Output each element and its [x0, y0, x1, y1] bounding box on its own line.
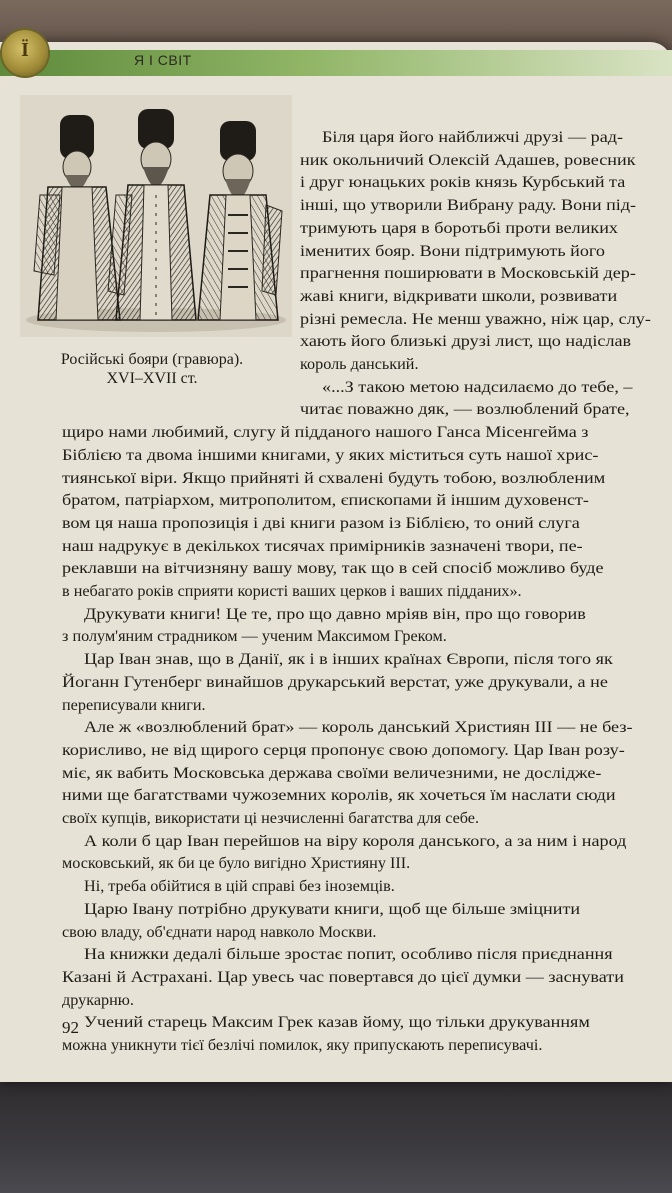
engraving-illustration — [20, 95, 292, 337]
text-line: хають його близькі друзі лист, що надіслав — [300, 332, 632, 351]
text-line: міє, як вабить Московська держава своїми величезними, не дослідже- — [62, 763, 602, 782]
text-line: друкарню. — [62, 990, 134, 1009]
background-bottom — [0, 1075, 672, 1193]
text-line: іменитих бояр. Вони підтримують його — [300, 241, 605, 260]
text-line: корисливо, не від щирого серця пропонує свою допомогу. Цар Іван розу- — [62, 740, 625, 759]
text-line: Цар Іван знав, що в Данії, як і в інших країнах Європи, після того як — [84, 650, 613, 669]
text-line: переписували книги. — [62, 695, 206, 714]
chapter-emblem-icon — [2, 30, 48, 76]
text-line: Біля царя його найближчі друзі — рад- — [322, 128, 624, 146]
text-line: Учений старець Максим Грек казав йому, що тільки друкуванням — [84, 1013, 590, 1032]
header-band — [0, 50, 672, 76]
text-line: різні ремесла. Не менш уважно, ніж цар, слу- — [300, 309, 651, 328]
text-line: А коли б цар Іван перейшов на віру короля данського, а за ним і народ — [84, 831, 627, 850]
text-line: свою владу, об'єднати народ навколо Москви. — [62, 922, 377, 941]
text-line: тримують царя в боротьбі проти великих — [300, 218, 619, 237]
text-line: вом ця наша пропозиція і дві книги разом із Біблією, то оний слуга — [62, 513, 580, 532]
text-line: можна уникнути тієї безлічі помилок, яку припускають переписувачі. — [62, 1036, 543, 1054]
text-line: Царю Івану потрібно друкувати книги, щоб ще більше зміцнити — [84, 899, 581, 918]
text-line: Друкувати книги! Це те, про що давно мріяв він, про що говорив — [84, 604, 586, 623]
text-line: реклавши на вітчизняну вашу мову, так що в сей спосіб можливо буде — [62, 559, 604, 578]
text-line: наш надрукує в декількох тисячах примірників зазначені твори, пе- — [62, 536, 583, 555]
text-line: тиянської віри. Якщо прийняті й схвалені будуть тобою, возлюбленим — [62, 468, 606, 487]
figure-caption — [16, 350, 288, 388]
emblem-letter: Ї — [21, 39, 29, 61]
text-line: Але ж «возлюблений брат» — король данський Християн III — не без- — [84, 718, 633, 737]
text-line: Казані й Астрахані. Цар увесь час повертався до цієї думки — заснувати — [62, 967, 624, 986]
caption-line: Російські бояри (гравюра). — [60, 351, 244, 368]
text-line: прагнення поширювати в Московській дер- — [300, 264, 636, 283]
text-line: своїх купців, використати ці незчисленні багатства для себе. — [62, 809, 480, 827]
boyars-engraving — [20, 95, 292, 337]
text-line: На книжки дедалі більше зростає попит, особливо після приєднання — [84, 945, 613, 964]
text-line: з полум'яним страдником — ученим Максимом Греком. — [62, 627, 447, 646]
text-line: і друг юнацьких років князь Курбський та — [300, 173, 626, 192]
text-line: інші, що утворили Вибрану раду. Вони під- — [300, 196, 637, 215]
text-line: читає поважно дяк, — возлюблений брате, — [300, 400, 630, 419]
text-line: Йоганн Гутенберг винайшов друкарський верстат, уже друкували, а не — [62, 672, 608, 691]
text-line: братом, патріархом, митрополитом, єпископами й іншим духовенст- — [62, 491, 589, 510]
text-line: щиро нами любимий, слугу й підданого нашого Ганса Місенгейма з — [62, 423, 589, 442]
text-line: московський, як би це було вигідно Християну III. — [62, 854, 411, 873]
caption-line: XVI–XVII ст. — [106, 370, 198, 387]
text-line: «...З такою метою надсилаємо до тебе, – — [322, 377, 633, 396]
text-line: ними ще багатствами чужоземних королів, як хочеться їм наслати сюди — [62, 786, 616, 805]
text-line: Ні, треба обійтися в цій справі без іноземців. — [84, 877, 395, 896]
text-line: в небагато років сприяти користі ваших церков і ваших підданих». — [62, 582, 522, 600]
text-line: ник окольничий Олексій Адашев, ровесник — [300, 150, 636, 169]
page-number: 92 — [62, 1018, 79, 1037]
text-line: Біблією та двома іншими книгами, у яких міститься суть нашої хрис- — [62, 445, 599, 464]
text-line: король данський. — [300, 355, 419, 373]
section-title: Я І СВІТ — [134, 52, 192, 68]
text-line: жаві книги, відкривати школи, розвивати — [300, 286, 618, 305]
